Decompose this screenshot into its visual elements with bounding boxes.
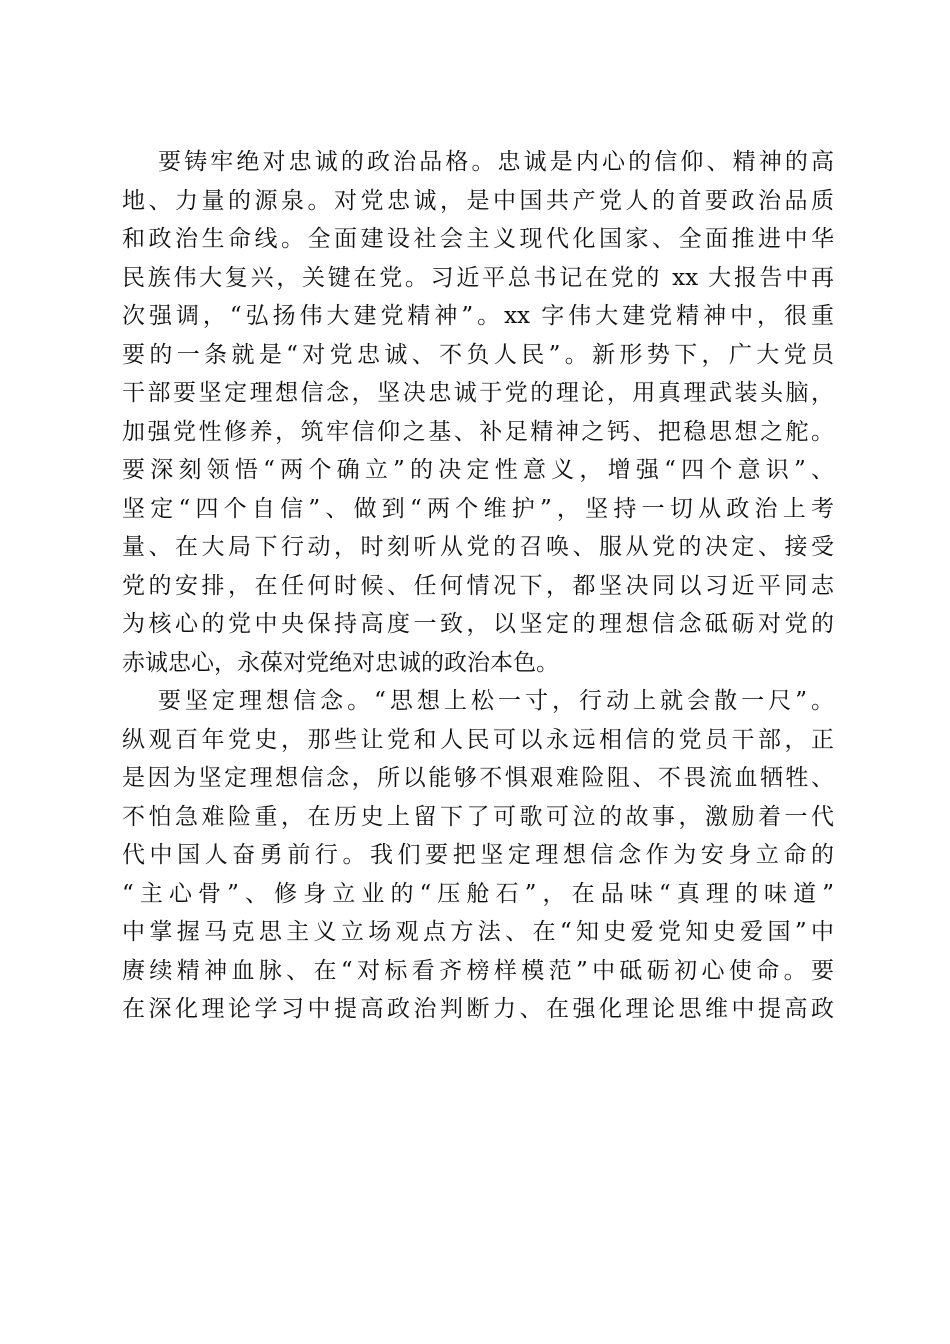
paragraph-line: 民族伟大复兴，关键在党。习近平总书记在党的 xx 大报告中再 xyxy=(122,264,834,291)
paragraph-ideals xyxy=(122,682,834,1029)
paragraph-line: 加强党性修养，筑牢信仰之基、补足精神之钙、把稳思想之舵。 xyxy=(122,418,834,445)
paragraph-line: 纵观百年党史，那些让党和人民可以永远相信的党员干部，正 xyxy=(122,726,834,753)
paragraph-loyalty xyxy=(122,143,834,682)
paragraph-line: 要深刻领悟“两个确立”的决定性意义，增强“四个意识”、 xyxy=(122,457,834,483)
paragraph-line: 坚定“四个自信”、做到“两个维护”，坚持一切从政治上考 xyxy=(122,495,834,522)
paragraph-line: 党的安排，在任何时候、任何情况下，都坚决同以习近平同志 xyxy=(122,572,834,599)
paragraph-line: 和政治生命线。全面建设社会主义现代化国家、全面推进中华 xyxy=(122,226,834,252)
paragraph-line: 地、力量的源泉。对党忠诚，是中国共产党人的首要政治品质 xyxy=(122,187,834,214)
paragraph-line: 在深化理论学习中提高政治判断力、在强化理论思维中提高政 xyxy=(122,996,834,1022)
paragraph-line: 是因为坚定理想信念，所以能够不惧艰难险阻、不畏流血牺牲、 xyxy=(122,765,834,791)
paragraph-line: 量、在大局下行动，时刻听从党的召唤、服从党的决定、接受 xyxy=(122,534,834,560)
paragraph-line: 赤诚忠心，永葆对党绝对忠诚的政治本色。 xyxy=(122,649,559,676)
paragraph-line: 干部要坚定理想信念，坚决忠诚于党的理论，用真理武装头脑， xyxy=(122,380,834,406)
paragraph-line: 中掌握马克思主义立场观点方法、在“知史爱党知史爱国”中 xyxy=(122,919,834,945)
paragraph-line: 要的一条就是“对党忠诚、不负人民”。新形势下，广大党员 xyxy=(122,341,834,368)
paragraph-line: 代中国人奋勇前行。我们要把坚定理想信念作为安身立命的 xyxy=(122,842,834,868)
paragraph-line: 赓续精神血脉、在“对标看齐榜样模范”中砥砺初心使命。要 xyxy=(122,957,834,984)
paragraph-line: 要坚定理想信念。“思想上松一寸，行动上就会散一尺”。 xyxy=(158,688,834,714)
paragraph-line: 次强调，“弘扬伟大建党精神”。xx 字伟大建党精神中，很重 xyxy=(122,303,834,329)
paragraph-line: 为核心的党中央保持高度一致，以坚定的理想信念砥砺对党的 xyxy=(122,611,834,637)
document-body xyxy=(122,143,834,1029)
paragraph-line: 要铸牢绝对忠诚的政治品格。忠诚是内心的信仰、精神的高 xyxy=(158,149,834,175)
paragraph-line: 不怕急难险重，在历史上留下了可歌可泣的故事，激励着一代 xyxy=(122,803,834,830)
paragraph-line: “主心骨”、修身立业的“压舱石”，在品味“真理的味道” xyxy=(122,880,834,907)
